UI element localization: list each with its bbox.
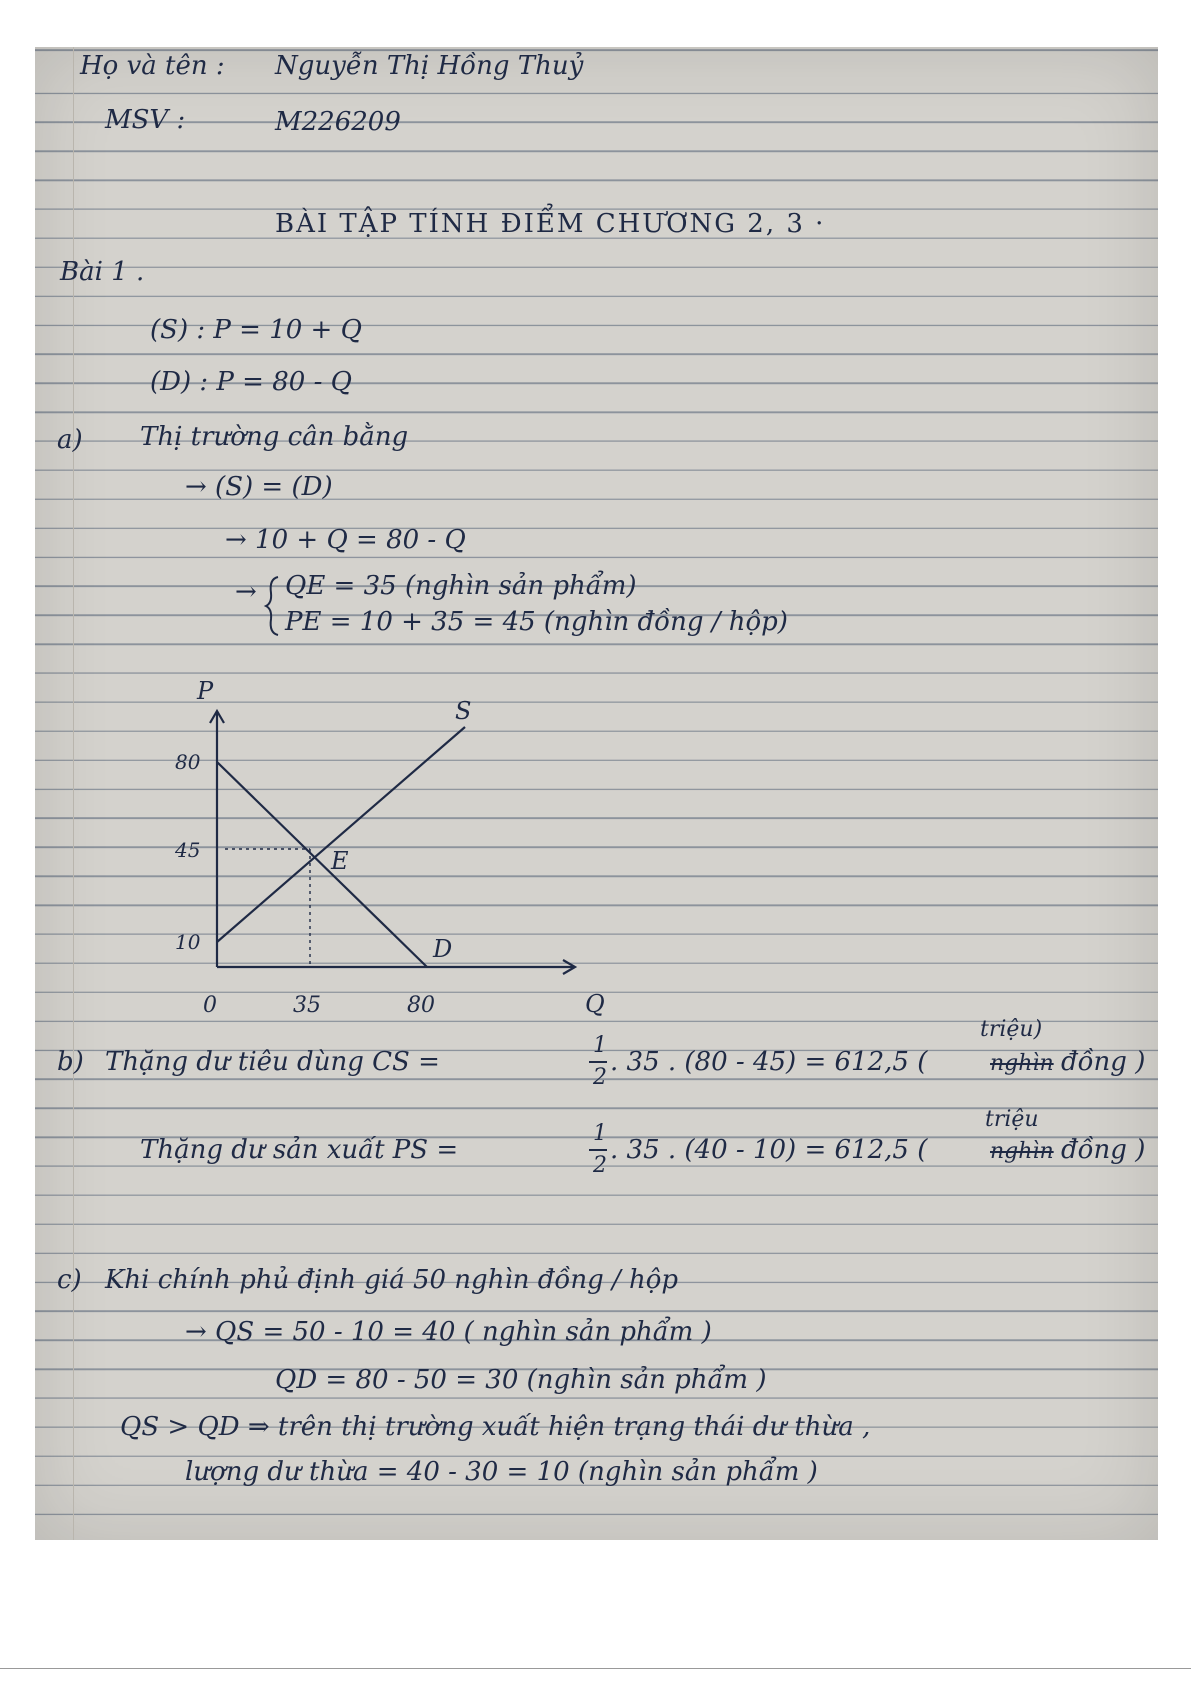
part-a-heading: Thị trường cân bằng xyxy=(140,422,409,452)
ps-fraction-numerator: 1 xyxy=(593,1121,607,1146)
part-c-surplus-amount: lượng dư thừa = 40 - 30 = 10 (nghìn sản phẩm ) xyxy=(185,1457,818,1487)
page-title: BÀI TẬP TÍNH ĐIỂM CHƯƠNG 2, 3 · xyxy=(275,209,826,239)
part-a-brace-arrow: → xyxy=(235,577,257,607)
x-tick-35: 35 xyxy=(293,993,321,1017)
name-value: Nguyễn Thị Hồng Thuỷ xyxy=(275,51,584,81)
exercise-label: Bài 1 . xyxy=(60,257,145,287)
y-tick-80: 80 xyxy=(175,750,201,774)
part-c-supply-quantity: → QS = 50 - 10 = 40 ( nghìn sản phẩm ) xyxy=(185,1317,712,1347)
part-c-surplus-statement: QS > QD ⇒ trên thị trường xuất hiện trạng thái dư thừa , xyxy=(120,1412,871,1442)
equilibrium-label: E xyxy=(331,847,349,875)
demand-curve xyxy=(217,762,427,967)
notebook-page xyxy=(35,47,1158,1540)
cs-calculation: . 35 . (80 - 45) = 612,5 ( xyxy=(610,1047,928,1077)
supply-equation: (S) : P = 10 + Q xyxy=(150,315,362,345)
origin-label: 0 xyxy=(203,993,217,1017)
cs-unit: đồng ) xyxy=(1061,1047,1146,1077)
demand-equation: (D) : P = 80 - Q xyxy=(150,367,352,397)
part-b-label: b) xyxy=(57,1047,84,1077)
equilibrium-quantity: QE = 35 (nghìn sản phẩm) xyxy=(285,571,637,601)
msv-label: MSV : xyxy=(105,105,186,135)
demand-label: D xyxy=(433,935,453,963)
supply-demand-graph xyxy=(155,667,635,1017)
ps-struck-word: nghìn xyxy=(990,1139,1054,1164)
part-a-label: a) xyxy=(57,425,83,455)
part-c-demand-quantity: QD = 80 - 50 = 30 (nghìn sản phẩm ) xyxy=(275,1365,767,1395)
ps-text: Thặng dư sản xuất PS = xyxy=(140,1135,459,1165)
x-axis-label: Q xyxy=(585,990,605,1017)
equilibrium-price: PE = 10 + 35 = 45 (nghìn đồng / hộp) xyxy=(285,607,788,637)
supply-curve xyxy=(217,727,465,942)
ps-fraction-bar xyxy=(589,1149,607,1151)
part-a-step2: → 10 + Q = 80 - Q xyxy=(225,525,466,555)
ps-fraction-denominator: 2 xyxy=(593,1153,607,1178)
y-axis-label: P xyxy=(197,677,214,705)
x-tick-80: 80 xyxy=(407,993,435,1017)
cs-unit-correction: triệu) xyxy=(980,1017,1043,1042)
msv-value: M226209 xyxy=(275,107,401,137)
ps-calculation: . 35 . (40 - 10) = 612,5 ( xyxy=(610,1135,928,1165)
cs-fraction-denominator: 2 xyxy=(593,1065,607,1090)
cs-text: Thặng dư tiêu dùng CS = xyxy=(105,1047,440,1077)
brace-icon xyxy=(263,575,283,637)
ps-unit-correction: triệu xyxy=(985,1107,1039,1132)
part-a-step1: → (S) = (D) xyxy=(185,472,333,502)
y-tick-10: 10 xyxy=(175,930,201,954)
cs-fraction-bar xyxy=(589,1061,607,1063)
y-tick-45: 45 xyxy=(175,838,201,862)
part-c-line1: Khi chính phủ định giá 50 nghìn đồng / hộp xyxy=(105,1265,679,1295)
cs-fraction-numerator: 1 xyxy=(593,1033,607,1058)
cs-struck-word: nghìn xyxy=(990,1051,1054,1076)
part-c-label: c) xyxy=(57,1265,82,1295)
name-label: Họ và tên : xyxy=(80,51,225,81)
ps-unit: đồng ) xyxy=(1061,1135,1146,1165)
page-bottom-rule xyxy=(0,1668,1191,1669)
supply-label: S xyxy=(455,697,472,725)
